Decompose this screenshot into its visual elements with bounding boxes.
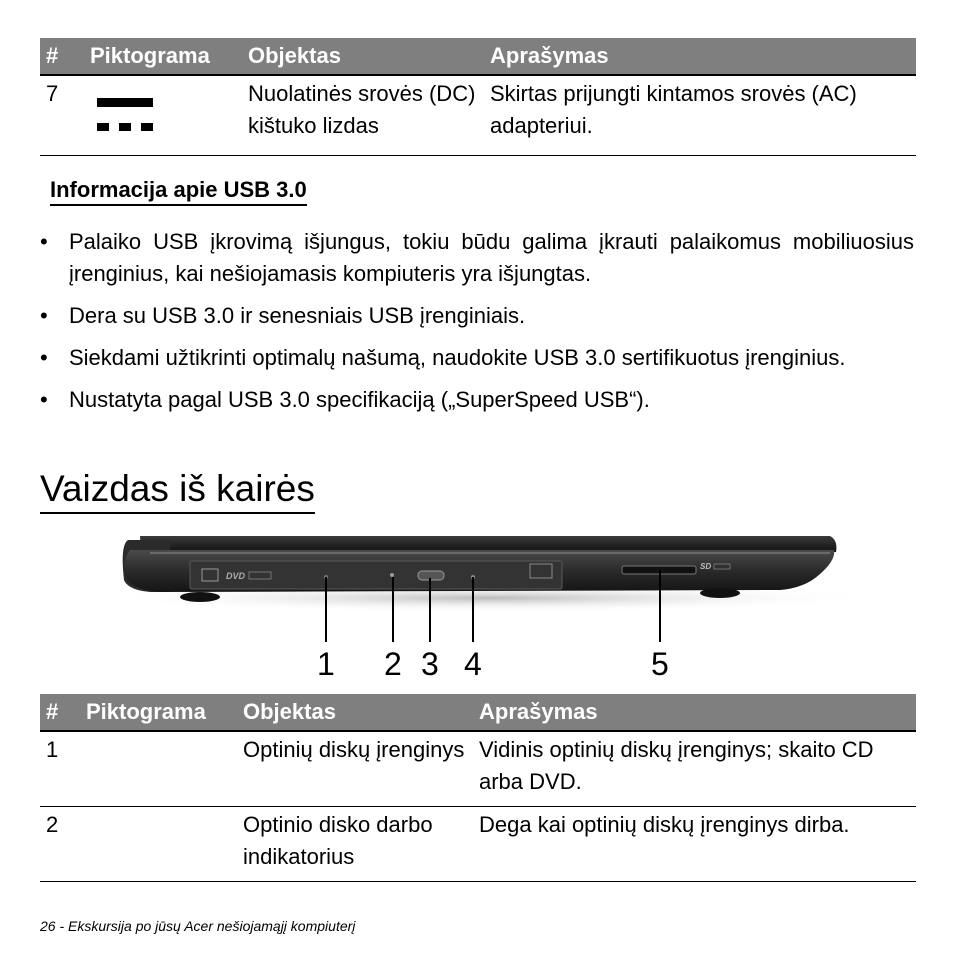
row-num: 2 (40, 807, 80, 882)
header-object: Objektas (237, 694, 473, 731)
row-description: Skirtas prijungti kintamos srovės (AC) adapteriui. (484, 75, 916, 155)
callout-4: 4 (464, 646, 482, 682)
callout-1: 1 (317, 646, 335, 682)
row-object: Optinio disko darbo indikatorius (237, 807, 473, 882)
header-description: Aprašymas (473, 694, 916, 731)
bottom-table (40, 694, 916, 882)
row-description: Vidinis optinių diskų įrenginys; skaito CD arba DVD. (473, 731, 916, 807)
row-object: Optinių diskų įrenginys (237, 731, 473, 807)
row-num: 1 (40, 731, 80, 807)
header-description: Aprašymas (484, 38, 916, 75)
list-item: • Dera su USB 3.0 ir senesniais USB įrenginiais. (40, 300, 914, 332)
row-num: 7 (40, 75, 84, 155)
list-item: • Siekdami užtikrinti optimalų našumą, naudokite USB 3.0 sertifikuotus įrenginius. (40, 342, 914, 374)
table-row (40, 731, 916, 807)
optical-drive-tray (190, 561, 562, 589)
row-icon-cell (80, 807, 237, 882)
header-icon: Piktograma (80, 694, 237, 731)
foot-left (180, 592, 220, 602)
table-row (40, 807, 916, 882)
dvd-logo: DVD (226, 571, 246, 581)
page-footer: 26 - Ekskursija po jūsų Acer nešiojamąjį kompiuterį (40, 918, 356, 934)
drive-indicator-light (390, 573, 394, 577)
row-description: Dega kai optinių diskų įrenginys dirba. (473, 807, 916, 882)
header-icon: Piktograma (84, 38, 242, 75)
header-num: # (40, 694, 80, 731)
section-title: Vaizdas iš kairės (40, 466, 315, 514)
header-num: # (40, 38, 84, 75)
callout-5: 5 (651, 646, 669, 682)
sd-logo: SD (700, 562, 712, 571)
callout-2: 2 (384, 646, 402, 682)
row-icon-cell (80, 731, 237, 807)
list-item: • Nustatyta pagal USB 3.0 specifikaciją („SuperSpeed USB“). (40, 384, 914, 416)
header-object: Objektas (242, 38, 484, 75)
row-object: Nuolatinės srovės (DC) kištuko lizdas (242, 75, 484, 155)
usb-subheading: Informacija apie USB 3.0 (50, 176, 307, 206)
laptop-lid (140, 536, 836, 552)
foot-right (700, 588, 740, 598)
table-header-row (40, 694, 916, 731)
list-item: • Palaiko USB įkrovimą išjungus, tokiu būdu galima įkrauti palaikomus mobiliuosius įrenginius, kai nešiojamasis kompiuteris yra išjungtas. (40, 226, 914, 290)
callout-3: 3 (421, 646, 439, 682)
